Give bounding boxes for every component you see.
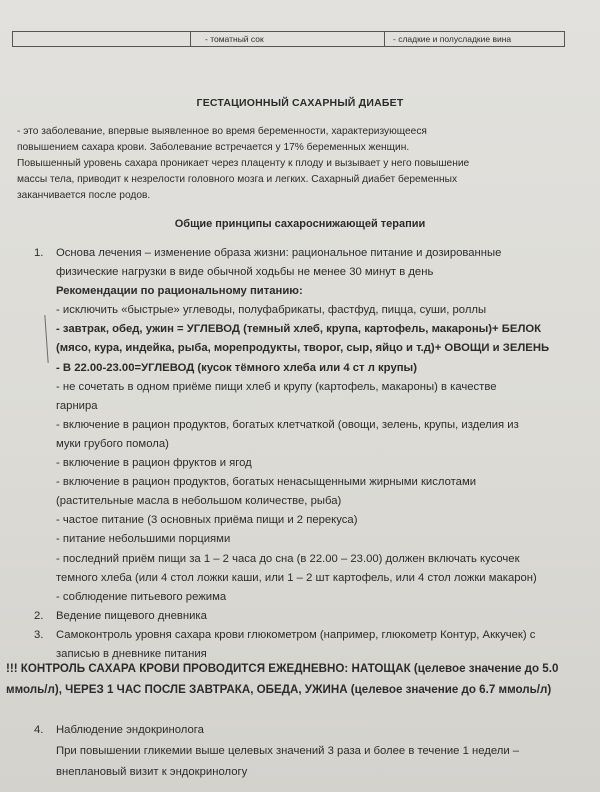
list-line: - соблюдение питьевого режима	[56, 590, 227, 603]
list-line: - питание небольшими порциями	[56, 533, 231, 546]
list-number: 1.	[34, 247, 44, 259]
list-line: - исключить «быстрые» углеводы, полуфабрикаты, фастфуд, пицца, суши, роллы	[56, 304, 487, 317]
intro-line: Повышенный уровень сахара проникает через плаценту к плоду и вызывает у него повышение	[17, 158, 470, 169]
list-line: (мясо, кура, индейка, рыба, морепродукты, творог, сыр, яйцо и т.д)+ ОВОЩИ и ЗЕЛЕНЬ	[56, 342, 550, 355]
list-line: - включение в рацион продуктов, богатых клетчаткой (овощи, зелень, крупы, изделия из	[56, 418, 519, 431]
list-line: Наблюдение эндокринолога	[56, 724, 204, 736]
list-item-2	[22, 607, 592, 626]
list-number: 2.	[34, 609, 44, 622]
list-line: физические нагрузки в виде обычной ходьбы не менее 30 минут в день	[56, 266, 434, 279]
list-line: темного хлеба (или 4 стол ложки каши, или 1 – 2 шт картофель, или 4 стол ложки макарон)	[56, 571, 537, 584]
list-line: - завтрак, обед, ужин = УГЛЕВОД (темный хлеб, крупа, картофель, макароны)+ БЕЛОК	[56, 323, 542, 336]
warning-line: !!! КОНТРОЛЬ САХАРА КРОВИ ПРОВОДИТСЯ ЕЖЕДНЕВНО: НАТОЩАК (целевое значение до 5.0	[6, 662, 559, 675]
list-line: - включение в рацион фруктов и ягод	[56, 457, 252, 470]
list-item-1	[22, 244, 592, 607]
table-cell: - томатный сок	[191, 32, 385, 46]
section-subtitle: Общие принципы сахароснижающей терапии	[174, 218, 426, 230]
table-cell	[13, 32, 191, 46]
therapy-list	[22, 244, 592, 664]
list-line: Самоконтроль уровня сахара крови глюкометром (например, глюкометр Контур, Аккучек) с	[56, 628, 536, 641]
intro-line: - это заболевание, впервые выявленное во время беременности, характеризующееся	[17, 126, 427, 137]
list-line: - последний приём пищи за 1 – 2 часа до сна (в 22.00 – 23.00) должен включать кусочек	[56, 552, 520, 565]
warning-block	[6, 658, 591, 700]
intro-line: заканчивается после родов.	[17, 190, 151, 201]
list-line: - частое питание (3 основных приёма пищи и 2 перекуса)	[56, 514, 358, 527]
list-item-4	[22, 720, 592, 783]
list-line: Рекомендации по рациональному питанию:	[56, 285, 303, 298]
list-line: гарнира	[56, 399, 98, 412]
list-line: При повышении гликемии выше целевых значений 3 раза и более в течение 1 недели –	[56, 745, 520, 757]
list-line: - включение в рацион продуктов, богатых ненасыщенными жирными кислотами	[56, 476, 477, 489]
list-number: 4.	[34, 724, 44, 736]
intro-line: массы тела, приводит к незрелости головного мозга и легких. Сахарный диабет беременных	[17, 174, 458, 185]
document-title: ГЕСТАЦИОННЫЙ САХАРНЫЙ ДИАБЕТ	[196, 97, 404, 109]
list-line: Основа лечения – изменение образа жизни: рациональное питание и дозированные	[56, 247, 502, 259]
list-line: Ведение пищевого дневника	[56, 609, 207, 622]
warning-line: ммоль/л), ЧЕРЕЗ 1 ЧАС ПОСЛЕ ЗАВТРАКА, ОБЕДА, УЖИНА (целевое значение до 6.7 ммоль/л)	[6, 683, 552, 696]
list-line: записью в дневнике питания	[56, 647, 207, 660]
list-line: - не сочетать в одном приёме пищи хлеб и крупу (картофель, макароны) в качестве	[56, 380, 497, 393]
list-line: (растительные масла в небольшом количестве, рыба)	[56, 495, 342, 508]
top-table-row	[12, 31, 565, 47]
table-cell: - сладкие и полусладкие вина	[393, 34, 512, 44]
intro-paragraph	[17, 124, 552, 204]
list-line: муки грубого помола)	[56, 437, 169, 450]
list-line: - В 22.00-23.00=УГЛЕВОД (кусок тёмного хлеба или 4 ст л крупы)	[56, 361, 417, 374]
intro-line: повышением сахара крови. Заболевание встречается у 17% беременных женщин.	[17, 142, 410, 153]
list-line: внеплановый визит к эндокринологу	[56, 766, 248, 778]
list-number: 3.	[34, 628, 44, 641]
